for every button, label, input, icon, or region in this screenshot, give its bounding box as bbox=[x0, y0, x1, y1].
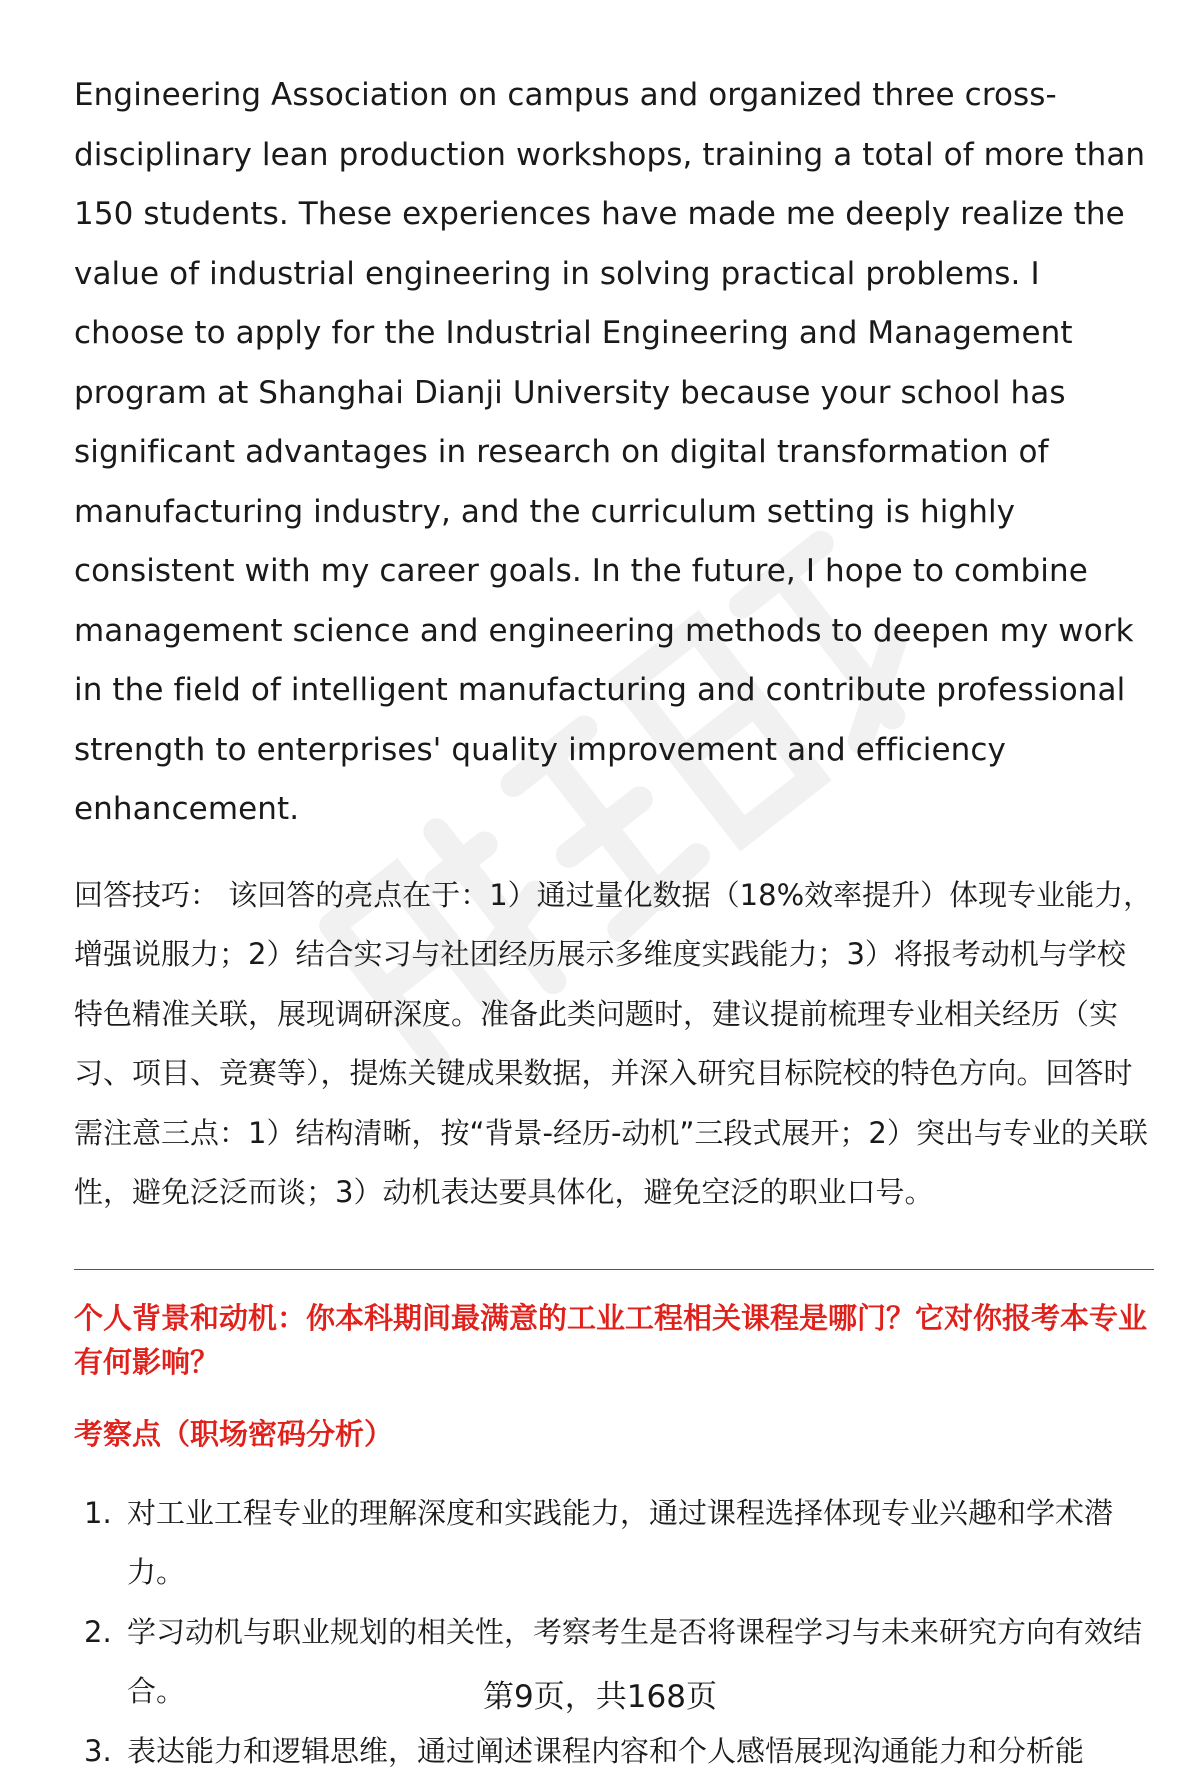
assessment-points-list bbox=[74, 1484, 1154, 1781]
list-item-number: 1. bbox=[84, 1484, 112, 1544]
list-item-text: 对工业工程专业的理解深度和实践能力，通过课程选择体现专业兴趣和学术潜力。 bbox=[127, 1496, 1113, 1590]
answer-tips-paragraph: 回答技巧： 该回答的亮点在于：1）通过量化数据（18%效率提升）体现专业能力，增强说服力；2）结合实习与社团经历展示多维度实践能力；3）将报考动机与学校特色精准关联，展现调研深度。准备此类问题时，建议提前梳理专业相关经历（实习、项目、竞赛等），提炼关键成果数据，并深入研究目标院校的特色方向。回答时需注意三点：1）结构清晰，按“背景-经历-动机”三段式展开；2）突出与专业的关联性，避免泛泛而谈；3）动机表达要具体化，避免空泛的职业口号。 bbox=[74, 866, 1154, 1223]
page-number-footer: 第9页，共168页 bbox=[0, 1672, 1200, 1722]
question-heading: 个人背景和动机：你本科期间最满意的工业工程相关课程是哪门？它对你报考本专业有何影响？ bbox=[74, 1296, 1154, 1384]
list-item-number: 2. bbox=[84, 1603, 112, 1663]
english-answer-paragraph: Engineering Association on campus and organized three cross-disciplinary lean production workshops, training a total of more than 150 students. These experiences have made me deeply realize the value of industrial engineering in solving practical problems. I choose to apply for the Industrial Engineering and Management program at Shanghai Dianji University because your school has significant advantages in research on digital transformation of manufacturing industry, and the curriculum setting is highly consistent with my career goals. In the future, I hope to combine management science and engineering methods to deepen my work in the field of intelligent manufacturing and contribute professional strength to enterprises' quality improvement and efficiency enhancement. bbox=[74, 66, 1154, 840]
list-item-text: 学习动机与职业规划的相关性，考察考生是否将课程学习与未来研究方向有效结合。 bbox=[127, 1615, 1142, 1709]
list-item-number: 3. bbox=[84, 1722, 112, 1781]
section-divider bbox=[74, 1269, 1154, 1270]
list-item-text: 表达能力和逻辑思维，通过阐述课程内容和个人感悟展现沟通能力和分析能 bbox=[127, 1734, 1084, 1768]
page-content bbox=[74, 66, 1154, 1781]
list-item bbox=[74, 1722, 1154, 1781]
assessment-points-heading: 考察点（职场密码分析） bbox=[74, 1412, 1154, 1456]
list-item bbox=[74, 1484, 1154, 1603]
